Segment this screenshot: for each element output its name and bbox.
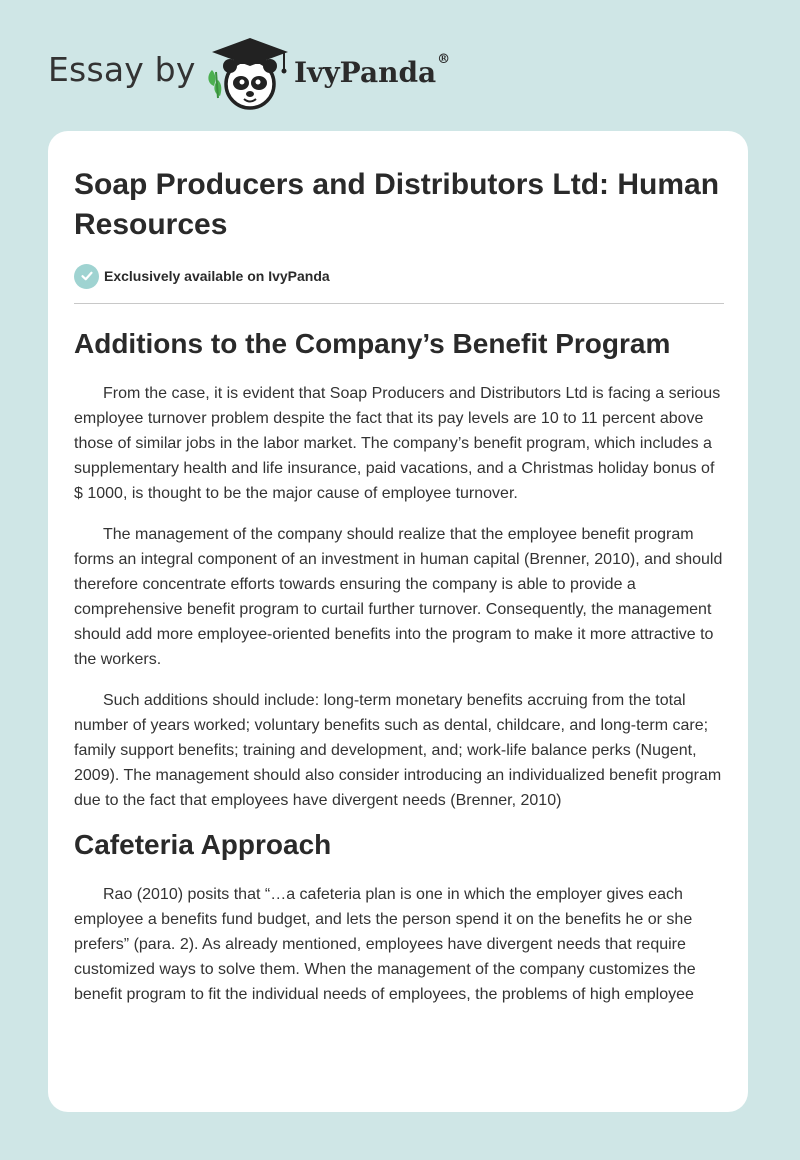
divider: [74, 303, 724, 304]
registered-mark: ®: [437, 52, 451, 67]
essay-card: [48, 131, 748, 1112]
essay-title: Soap Producers and Distributors Ltd: Human Resources: [74, 168, 720, 241]
brand-prefix: Essay by: [48, 50, 196, 89]
section-heading: Cafeteria Approach: [74, 829, 332, 860]
check-icon: [74, 264, 99, 289]
essay-body: [74, 316, 724, 1007]
panda-logo-icon: [204, 36, 294, 110]
site-brand[interactable]: [48, 36, 488, 110]
paragraph: The management of the company should realize that the employee benefit program forms an integral component of an investment in human capital (Brenner, 2010), and should therefore concentrate efforts towards ensuring the company is able to provide a comprehensive benefit program to curtail further turnover. Consequently, the management should add more employee-oriented benefits into the program to make it more attractive to the workers.: [74, 526, 723, 668]
paragraph: Rao (2010) posits that “…a cafeteria plan is one in which the employer gives each employee a benefits fund budget, and lets the person spend it on the benefits he or she prefers” (para. 2). As already mentioned, employees have divergent needs that require customized ways to solve them. When the management of the company customizes the benefit program to fit the individual needs of employees, the problems of high employee: [74, 886, 696, 1003]
section-heading: Additions to the Company’s Benefit Program: [74, 328, 671, 359]
paragraph: From the case, it is evident that Soap Producers and Distributors Ltd is facing a serious employee turnover problem despite the fact that its pay levels are 10 to 11 percent above those of similar jobs in the labor market. The company’s benefit program, which includes a supplementary health and life insurance, paid vacations, and a Christmas holiday bonus of $ 1000, is thought to be the major cause of employee turnover.: [74, 385, 721, 502]
brand-name: IvyPanda®: [294, 52, 451, 89]
exclusive-badge: [74, 263, 330, 289]
badge-text: Exclusively available on IvyPanda: [104, 268, 330, 284]
paragraph: Such additions should include: long-term monetary benefits accruing from the total number of years worked; voluntary benefits such as dental, childcare, and long-term care; family support benefits; training and development, and; work-life balance perks (Nugent, 2009). The management should also consider introducing an individualized benefit program due to the fact that employees have divergent needs (Brenner, 2010): [74, 692, 722, 809]
